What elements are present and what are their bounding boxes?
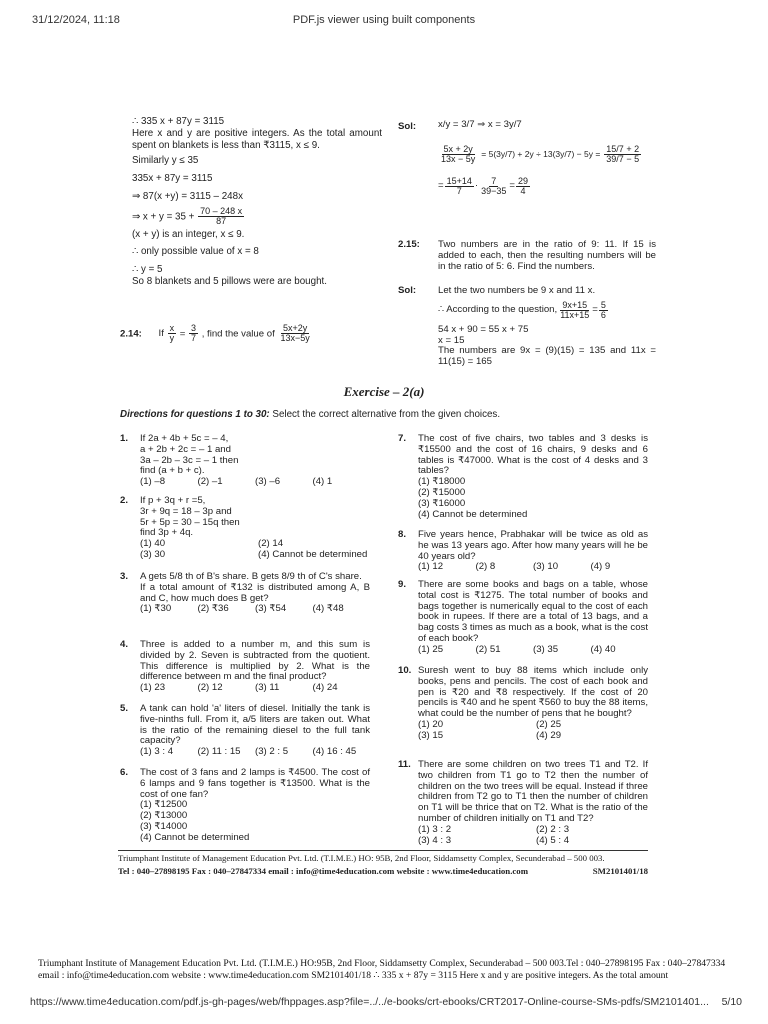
question-text: A tank can hold 'a' liters of diesel. Initially the tank is five-ninths full. From it, a/5 liters are taken out. What is the ratio of the remaining diesel to the full tank capacity? xyxy=(140,703,370,747)
footer-address: Triumphant Institute of Management Education Pvt. Ltd. (T.I.M.E.) HO: 95B, 2nd Floor, Siddamsetty Complex, Secunderabad – 500 003. xyxy=(118,853,605,863)
question-2-14: 2.14: If $\frac{x}{y}$ = $\frac{3}{7}$ , find the value of $\frac{5x+2y}{13x-5y}$ xyxy=(120,323,310,344)
question-item xyxy=(120,434,370,488)
options xyxy=(418,720,648,742)
sol-line: ⇒ x + y = 35 + $\frac{70 - 248 x}{87}$ xyxy=(132,205,243,226)
question-text: There are some books and bags on a table, whose total cost is ₹1275. The total number of books and bags together is numerically equal to the cost of each book in rupees. If there are a total of 13 bags, and a bag costs 3 times as much as a book, what is the cost of each book? xyxy=(418,579,648,645)
option: (2) 2 : 3 xyxy=(536,823,570,835)
option: (2) 12 xyxy=(197,682,223,694)
option: (4) 40 xyxy=(590,643,616,655)
solution-2-15: Sol: Let the two numbers be 9 x and 11 x. ∴ According to the question, $\frac{9x+15}{11x+15}$ = $\frac{5}{6}$ 54 x + 90 = 55 x + 75 x = 15 The numbers are 9x = (9)(15) = 135 and 11x = 11(15) = 165 xyxy=(398,285,656,368)
option: (2) 25 xyxy=(536,719,562,731)
option: (3) 2 : 5 xyxy=(255,746,289,758)
pdf-page xyxy=(110,110,658,878)
fraction: $\frac{5x+2y}{13x-5y}$ xyxy=(280,323,310,344)
option: (3) 11 xyxy=(255,682,280,694)
fraction: $\frac{x}{y}$ xyxy=(169,323,175,344)
left-solution xyxy=(132,116,382,287)
fraction: $\frac{29}{4}$ xyxy=(517,175,528,197)
footer-contact: Tel : 040–27898195 Fax : 040–27847334 email : info@time4education.com website : www.time4education.com xyxy=(118,865,529,876)
question-text: 3a – 2b – 3c = – 1 then xyxy=(140,454,239,466)
option: (4) 29 xyxy=(536,729,562,741)
sol-line: (x + y) is an integer, x ≤ 9. xyxy=(132,229,245,241)
question-text: Five years hence, Prabhakar will be twice as old as he was 13 years ago. After how many years will he be 40 years old? xyxy=(418,529,648,562)
question-item xyxy=(398,666,648,742)
question-number: 2. xyxy=(120,495,129,506)
question-number: 8. xyxy=(398,529,407,540)
question-text: find 3p + 4q. xyxy=(140,527,194,539)
option: (2) 8 xyxy=(475,561,496,573)
option: (1) 25 xyxy=(418,643,444,655)
question-number: 10. xyxy=(398,665,412,676)
option: (1) –8 xyxy=(140,476,166,488)
question-number: 9. xyxy=(398,579,407,590)
option: (3) –6 xyxy=(255,476,281,488)
sol-line: x/y = 3/7 ⇒ x = 3y/7 xyxy=(438,119,522,130)
option: (1) 20 xyxy=(418,719,444,731)
browser-footer xyxy=(30,996,742,1008)
option: (1) 3 : 4 xyxy=(140,746,174,758)
question-number: 11. xyxy=(398,759,411,770)
option: (4) ₹48 xyxy=(312,603,344,615)
question-text: The cost of 3 fans and 2 lamps is ₹4500. The cost of 6 lamps and 9 fans together is ₹13500. What is the cost of one fan? xyxy=(140,767,370,800)
print-page-number: 5/10 xyxy=(721,996,742,1008)
question-text: The cost of five chairs, two tables and 3 desks is ₹15500 and the cost of 16 chairs, 9 desks and 6 tables is ₹47000. What is the cost of 4 desks and 3 tables? xyxy=(418,433,648,477)
option: (2) –1 xyxy=(197,476,223,488)
option: (4) 24 xyxy=(312,682,338,694)
sol-line: ⇒ 87(x +y) = 3115 – 248x xyxy=(132,190,243,202)
question-text: There are some children on two trees T1 and T2. If two children from T1 go to T2 then the number of children on the two trees will be equal. Instead if three children from T2 go to T1 then the number of children on T1 will be thrice that on T2. What is the ratio of the number of children initially on T1 and T2? xyxy=(418,759,648,825)
question-item xyxy=(120,640,370,694)
option: (2) ₹36 xyxy=(197,603,229,615)
fraction: $\frac{5}{6}$ xyxy=(600,299,606,321)
question-text: Suresh went to buy 88 items which include only books, pens and pencils. The cost of each book and pen is ₹20 and ₹8 respectively. If the cost of 20 pencils is ₹40 and he spent ₹560 to buy the 88 items, what could be the number of pens that he bought? xyxy=(418,665,648,720)
fraction: $\frac{70 - 248 x}{87}$ xyxy=(200,205,243,226)
question-number: 3. xyxy=(120,571,129,582)
question-item xyxy=(398,580,648,656)
option: (1) 23 xyxy=(140,682,166,694)
options xyxy=(418,825,648,847)
question-number: 4. xyxy=(120,639,129,650)
print-title: PDF.js viewer using built components xyxy=(292,14,476,26)
option: (3) 35 xyxy=(533,643,559,655)
question-item xyxy=(120,572,370,615)
options xyxy=(140,747,370,758)
sol-line: = $\frac{15+14}{7}$ · $\frac{7}{39-35}$ = $\frac{29}{4}$ xyxy=(438,175,528,197)
option: (1) ₹18000 xyxy=(418,476,466,488)
question-text: find (a + b + c). xyxy=(140,465,205,477)
question-number: 7. xyxy=(398,433,407,444)
directions: Directions for questions 1 to 30: Select the correct alternative from the given choices. xyxy=(120,409,501,420)
question-number: 6. xyxy=(120,767,129,778)
footer-code: SM2101401/18 xyxy=(592,865,648,876)
fraction: $\frac{15/7 + 2}{39/7 - 5}$ xyxy=(606,143,640,165)
option: (2) ₹15000 xyxy=(418,487,466,499)
option: (2) ₹13000 xyxy=(140,810,188,822)
options xyxy=(418,562,648,573)
sol-line: ∴ only possible value of x = 8 xyxy=(132,246,259,258)
option: (4) 16 : 45 xyxy=(312,746,357,758)
question-text: If p + 3q + r =5, xyxy=(140,495,206,506)
option: (4) Cannot be determined xyxy=(418,508,528,520)
sol-line: ∴ y = 5 xyxy=(132,263,163,275)
option: (2) 11 : 15 xyxy=(197,746,241,758)
option: (3) 15 xyxy=(418,729,444,741)
options xyxy=(418,645,648,656)
option: (3) ₹14000 xyxy=(140,821,188,833)
question-item xyxy=(120,704,370,758)
option: (4) Cannot be determined xyxy=(140,831,250,843)
options xyxy=(140,539,370,561)
option: (3) 30 xyxy=(140,549,166,561)
sol-line: Similarly y ≤ 35 xyxy=(132,155,199,167)
option: (3) ₹54 xyxy=(255,603,287,615)
sol-line: So 8 blankets and 5 pillows were are bought. xyxy=(132,275,327,287)
question-item xyxy=(120,496,370,561)
question-text: Three is added to a number m, and this sum is divided by 2. Seven is subtracted from the quotient. This difference is multiplied by 2. What is the difference between m and the final product? xyxy=(140,639,370,683)
question-item xyxy=(398,760,648,847)
question-text: a + 2b + 2c = – 1 and xyxy=(140,443,231,455)
text-layer-overflow: Triumphant Institute of Management Education Pvt. Ltd. (T.I.M.E.) HO:95B, 2nd Floor, Siddamsetty Complex, Secunderabad – 500 003.Tel : 040–27898195 Fax : 040–27847334 email : info@time4education.com website : www.time4education.com SM2101401/18 ∴ 335 x + 87y = 3115 Here x and y are positive integers. As the total amount xyxy=(38,958,726,982)
option: (3) 10 xyxy=(533,561,559,573)
sol-line: ∴ 335 x + 87y = 3115 xyxy=(132,116,225,127)
option: (4) 9 xyxy=(590,561,611,573)
question-number: 1. xyxy=(120,433,129,444)
solution-2-14: Sol: x/y = 3/7 ⇒ x = 3y/7 $\frac{5x + 2y}{13x - 5y}$ = 5(3y/7) + 2y ÷ 13(3y/7) − 5y = $\frac{15/7 + 2}{39/7 - 5}$ = $\frac{15+14}{7}$ · $\frac{7}{39-35}$ = $\frac{29}{4}$ xyxy=(398,120,656,197)
print-datetime: 31/12/2024, 11:18 xyxy=(32,14,120,26)
option: (2) 14 xyxy=(258,538,284,550)
option: (1) 40 xyxy=(140,538,166,550)
fraction: $\frac{9x+15}{11x+15}$ xyxy=(560,299,590,321)
fraction: $\frac{15+14}{7}$ xyxy=(446,175,472,197)
question-item xyxy=(120,768,370,844)
fraction: $\frac{5x + 2y}{13x - 5y}$ xyxy=(441,143,476,165)
question-item xyxy=(398,434,648,521)
option: (1) 3 : 2 xyxy=(418,823,452,835)
question-text: If a total amount of ₹132 is distributed among A, B and C, how much does B get? xyxy=(140,581,370,604)
option: (1) ₹30 xyxy=(140,603,172,615)
options xyxy=(140,477,370,488)
fraction: $\frac{3}{7}$ xyxy=(191,323,197,344)
question-text: If 2a + 4b + 5c = – 4, xyxy=(140,433,229,444)
question-text: 5r + 5p = 30 – 15q then xyxy=(140,516,240,528)
sol-line: 335x + 87y = 3115 xyxy=(132,173,213,184)
option: (1) 12 xyxy=(418,561,444,573)
option: (3) ₹16000 xyxy=(418,497,466,509)
question-2-15: 2.15: Two numbers are in the ratio of 9: 11. If 15 is added to each, then the resulting numbers will be in the ratio of 5: 6. Find the numbers. xyxy=(398,239,656,272)
sol-line: Here x and y are positive integers. As the total amount spent on blankets is less than ₹3115, x ≤ 9. xyxy=(132,127,382,151)
options xyxy=(140,683,370,694)
fraction: $\frac{7}{39-35}$ xyxy=(481,175,507,197)
option: (2) 51 xyxy=(475,643,501,655)
print-url: https://www.time4education.com/pdf.js-gh-pages/web/fhppages.asp?file=../../e-books/crt-ebooks/CRT2017-Online-course-SMs-pdfs/SM2101401... xyxy=(30,996,709,1008)
exercise-title: Exercise – 2(a) xyxy=(343,384,425,399)
option: (4) 5 : 4 xyxy=(536,834,570,846)
question-text: A gets 5/8 th of B's share. B gets 8/9 th of C's share. xyxy=(140,571,362,582)
option: (1) ₹12500 xyxy=(140,799,188,811)
option: (4) Cannot be determined xyxy=(258,549,368,561)
page-footer xyxy=(118,850,648,877)
option: (3) 4 : 3 xyxy=(418,834,452,846)
question-number: 5. xyxy=(120,703,129,714)
question-text: 3r + 9q = 18 – 3p and xyxy=(140,505,232,517)
sol-line: $\frac{5x + 2y}{13x - 5y}$ = 5(3y/7) + 2y ÷ 13(3y/7) − 5y = $\frac{15/7 + 2}{39/7 - 5}$ xyxy=(441,143,640,165)
options xyxy=(140,604,370,615)
option: (4) 1 xyxy=(312,476,333,488)
question-item xyxy=(398,530,648,573)
